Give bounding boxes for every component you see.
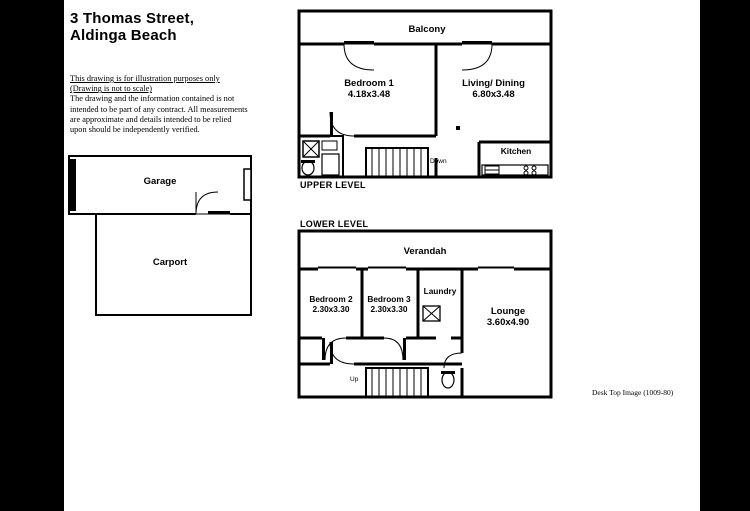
- page-title: [70, 10, 260, 44]
- balcony-label: Balcony: [408, 24, 446, 35]
- lounge-name: Lounge: [490, 306, 526, 317]
- bedroom1-dims: 4.18x3.48: [347, 89, 391, 100]
- lower-level-caption: LOWER LEVEL: [300, 219, 369, 229]
- right-black-border: [700, 0, 750, 511]
- address-line-2: Aldinga Beach: [70, 27, 177, 44]
- garage-carport-plan: [68, 155, 252, 320]
- bedroom1-name: Bedroom 1: [344, 78, 394, 89]
- upper-level-caption: UPPER LEVEL: [300, 180, 366, 190]
- carport-label: Carport: [152, 257, 188, 268]
- bedroom2-name: Bedroom 2: [309, 294, 353, 304]
- bedroom3-name: Bedroom 3: [367, 294, 411, 304]
- disclaimer-heading-2: (Drawing is not to scale): [70, 84, 153, 94]
- address-line-1: 3 Thomas Street,: [70, 10, 195, 27]
- living-dining-name: Living/ Dining: [462, 78, 525, 89]
- stairs-down-label: Down: [430, 158, 447, 165]
- disclaimer-body: The drawing and the information contained is not intended to be part of any contract. All measurements are approximate and details intended to be relied upon should be independently verified.: [70, 94, 248, 135]
- stairs-up-label: Up: [350, 376, 359, 383]
- kitchen-label: Kitchen: [500, 146, 532, 156]
- lower-level-plan: [296, 228, 554, 396]
- living-dining-dims: 6.80x3.48: [472, 89, 515, 100]
- desktop-image-credit: Desk Top Image (1009-80): [592, 388, 674, 397]
- upper-level-plan: [296, 8, 554, 178]
- lounge-dims: 3.60x4.90: [486, 317, 530, 328]
- disclaimer-heading-1: This drawing is for illustration purposes only: [70, 74, 220, 83]
- left-black-border: [0, 0, 64, 511]
- laundry-label: Laundry: [423, 286, 457, 296]
- disclaimer-text: [70, 74, 250, 135]
- bedroom2-dims: 2.30x3.30: [312, 304, 350, 314]
- bedroom3-dims: 2.30x3.30: [370, 304, 408, 314]
- garage-label: Garage: [143, 176, 177, 187]
- verandah-label: Verandah: [403, 246, 447, 257]
- tilt-door-label: Tilt Door: [69, 178, 76, 203]
